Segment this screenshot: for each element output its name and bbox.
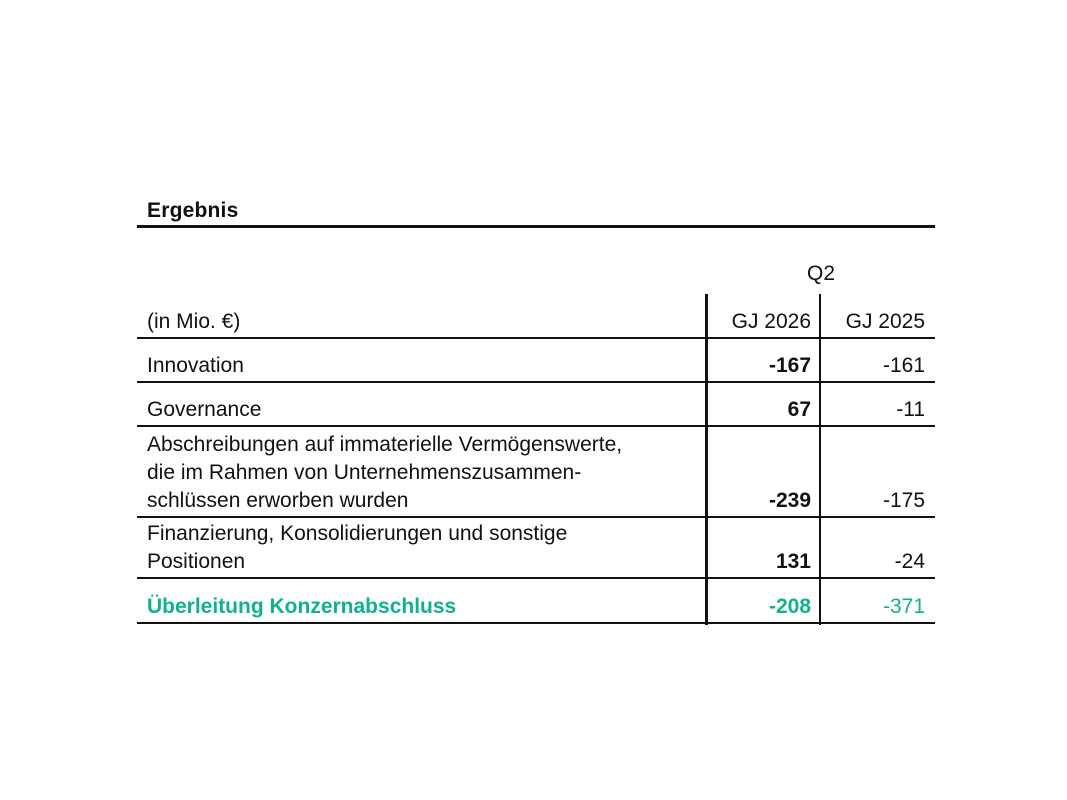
- value-gj2025: -161: [882, 354, 925, 377]
- table-row: [137, 383, 935, 427]
- table-row: [137, 518, 935, 579]
- unit-label: (in Mio. €): [147, 310, 241, 333]
- total-label: Überleitung Konzernabschluss: [147, 595, 457, 618]
- value-gj2025: -175: [882, 489, 925, 512]
- value-gj2025: -24: [894, 550, 925, 573]
- total-value-gj2025: -371: [882, 595, 925, 618]
- period-header: Q2: [806, 262, 835, 285]
- value-gj2026: 67: [787, 398, 811, 421]
- table-row: [137, 427, 935, 518]
- row-label: Finanzierung, Konsolidierungen und sonstige Positionen: [147, 522, 568, 573]
- row-label: Innovation: [147, 354, 244, 377]
- column-header-gj2025: GJ 2025: [845, 310, 925, 333]
- results-table: [137, 300, 935, 624]
- total-row: [137, 579, 935, 624]
- table-header-row: [137, 300, 935, 339]
- value-gj2026: -239: [768, 489, 811, 512]
- row-label: Governance: [147, 398, 262, 421]
- table-row: [137, 339, 935, 383]
- value-gj2026: 131: [775, 550, 811, 573]
- value-gj2026: -167: [768, 354, 811, 377]
- table-title: Ergebnis: [147, 199, 239, 222]
- title-rule: [137, 225, 935, 228]
- value-gj2025: -11: [896, 398, 925, 421]
- row-label: Abschreibungen auf immaterielle Vermögenswerte, die im Rahmen von Unternehmenszusammen- schlüssen erworben wurden: [147, 433, 623, 512]
- column-header-gj2026: GJ 2026: [731, 310, 811, 333]
- total-value-gj2026: -208: [768, 595, 811, 618]
